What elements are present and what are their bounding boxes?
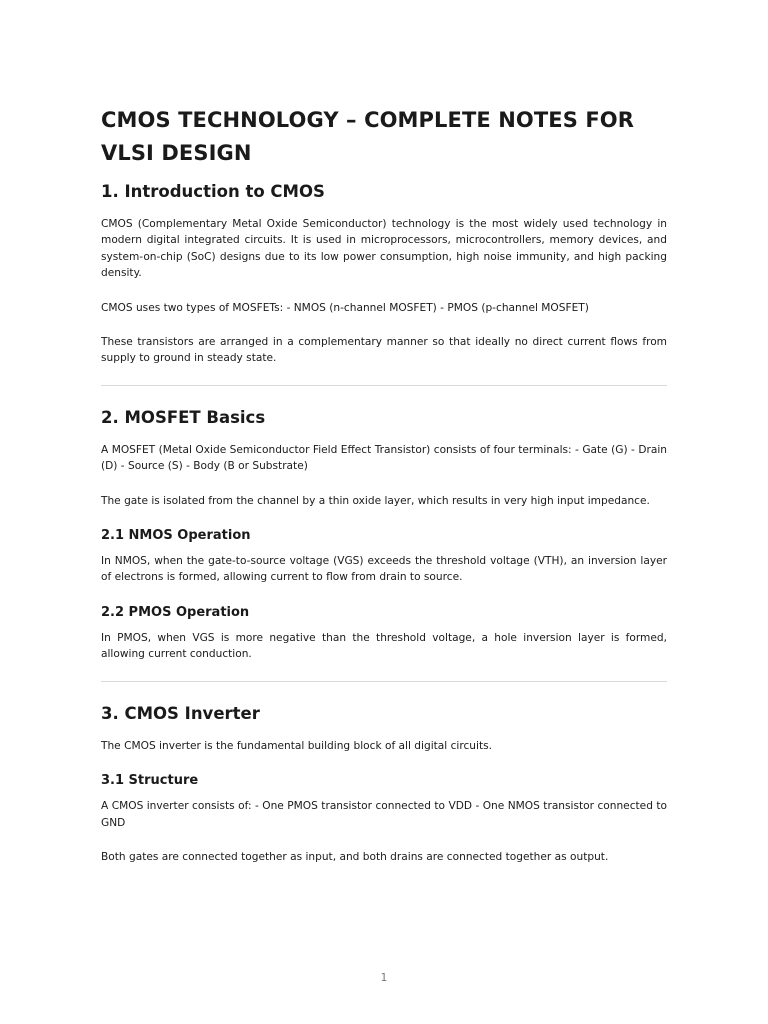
paragraph: In PMOS, when VGS is more negative than the threshold voltage, a hole inversion layer is formed, allowing current conduction. [101, 631, 667, 661]
paragraph: Both gates are connected together as input, and both drains are connected together as output. [101, 850, 609, 863]
paragraph: The CMOS inverter is the fundamental building block of all digital circuits. [101, 739, 493, 752]
subsection-heading: 2.2 PMOS Operation [101, 604, 250, 620]
document-title: CMOS TECHNOLOGY – COMPLETE NOTES FOR VLSI DESIGN [101, 108, 635, 165]
document-page [101, 104, 667, 883]
subsection-heading: 2.1 NMOS Operation [101, 528, 251, 544]
subsection-heading: 3.1 Structure [101, 773, 199, 789]
paragraph: The gate is isolated from the channel by a thin oxide layer, which results in very high input impedance. [101, 494, 650, 507]
paragraph: A MOSFET (Metal Oxide Semiconductor Field Effect Transistor) consists of four terminals: - Gate (G) - Drain (D) - Source (S) - Body (B or Substrate) [101, 443, 667, 473]
paragraph: CMOS (Complementary Metal Oxide Semiconductor) technology is the most widely used technology in modern digital integrated circuits. It is used in microprocessors, microcontrollers, memory devices, and system-on-chip (SoC) designs due to its low power consumption, high noise immunity, and high packing density. [101, 218, 667, 280]
page-number: 1 [380, 972, 388, 984]
section-divider [101, 385, 667, 386]
section-heading: 1. Introduction to CMOS [101, 182, 325, 201]
section-divider [101, 681, 667, 682]
section-introduction [101, 181, 667, 367]
paragraph: CMOS uses two types of MOSFETs: - NMOS (n-channel MOSFET) - PMOS (p-channel MOSFET) [101, 301, 589, 314]
section-mosfet-basics [101, 407, 667, 663]
paragraph: These transistors are arranged in a complementary manner so that ideally no direct current flows from supply to ground in steady state. [101, 336, 667, 365]
section-heading: 2. MOSFET Basics [101, 407, 266, 427]
paragraph: A CMOS inverter consists of: - One PMOS transistor connected to VDD - One NMOS transistor connected to GND [101, 800, 667, 829]
section-heading: 3. CMOS Inverter [101, 703, 260, 723]
paragraph: In NMOS, when the gate-to-source voltage (VGS) exceeds the threshold voltage (VTH), an inversion layer of electrons is formed, allowing current to flow from drain to source. [101, 555, 667, 584]
section-cmos-inverter [101, 703, 667, 866]
